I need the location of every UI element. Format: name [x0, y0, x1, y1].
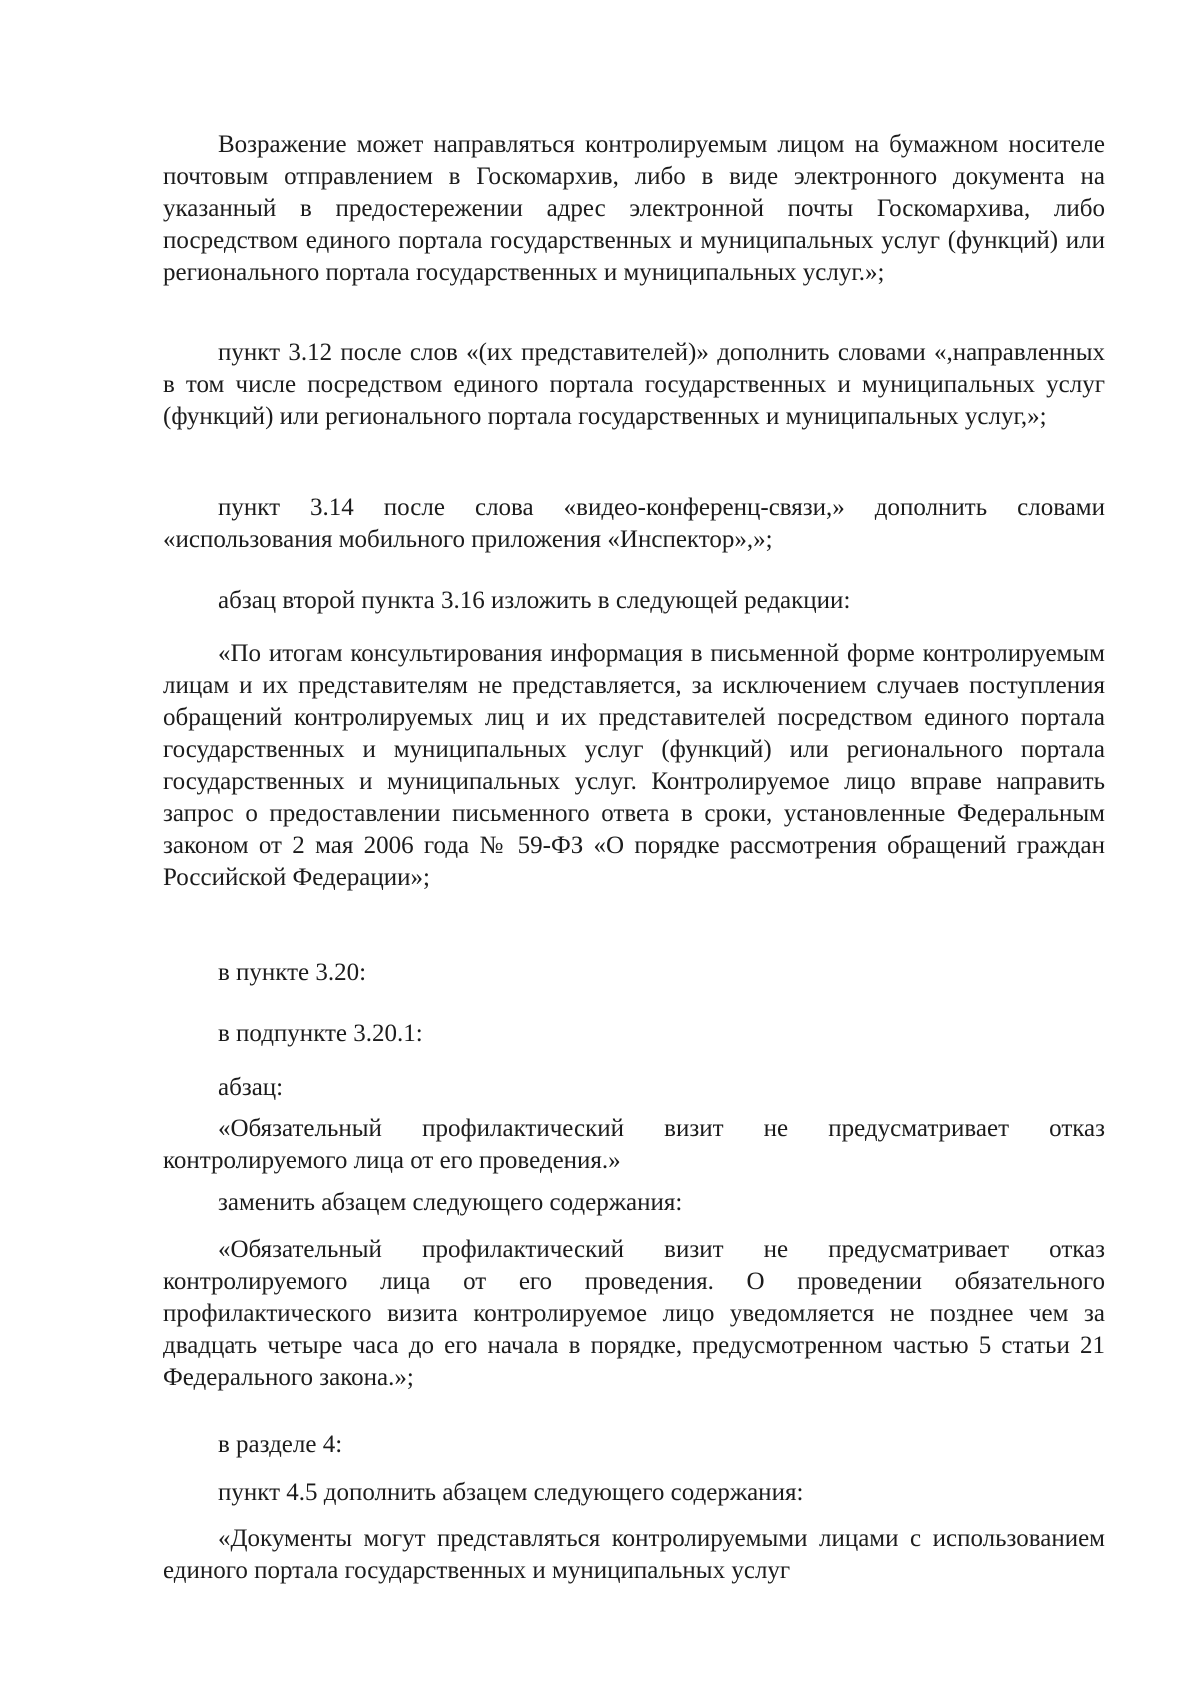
paragraph-consultation-text: «По итогам консультирования информация в письменной форме контролируемым лицам и их представителям не представляется, за исключением случаев поступления обращений контролируемых лиц и их представителей посредством единого портала государственных и муниципальных услуг (функций) или регионального портала государственных и муниципальных услуг. Контролируемое лицо вправе направить запрос о предоставлении письменного ответа в сроки, установленные Федеральным законом от 2 мая 2006 года № 59-ФЗ «О порядке рассмотрения обращений граждан Российской Федерации»; [163, 640, 1105, 891]
paragraph-section-4: в разделе 4: [218, 1431, 343, 1458]
paragraph-abzats: абзац: [218, 1074, 284, 1101]
paragraph-documents-text: «Документы могут представляться контролируемыми лицами с использованием единого портала государственных и муниципальных услуг [163, 1525, 1105, 1584]
paragraph-point-3-14: пункт 3.14 после слова «видео-конференц-связи,» дополнить словами «использования мобильного приложения «Инспектор»,»; [163, 494, 1105, 553]
paragraph-point-3-20: в пункте 3.20: [218, 959, 367, 986]
paragraph-point-3-16-intro: абзац второй пункта 3.16 изложить в следующей редакции: [218, 587, 851, 614]
paragraph-point-3-12: пункт 3.12 после слов «(их представителей)» дополнить словами «,направленных в том числе посредством единого портала государственных и муниципальных услуг (функций) или регионального портала государственных и муниципальных услуг,»; [163, 339, 1105, 430]
paragraph-objection-channels: Возражение может направляться контролируемым лицом на бумажном носителе почтовым отправлением в Госкомархив, либо в виде электронного документа на указанный в предостережении адрес электронной почты Госкомархива, либо посредством единого портала государственных и муниципальных услуг (функций) или регионального портала государственных и муниципальных услуг.»; [163, 131, 1105, 286]
paragraph-new-visit-text: «Обязательный профилактический визит не предусматривает отказ контролируемого лица от его проведения. О проведении обязательного профилактического визита контролируемое лицо уведомляется не позднее чем за двадцать четыре часа до его начала в порядке, предусмотренном частью 5 статьи 21 Федерального закона.»; [163, 1236, 1105, 1391]
paragraph-point-4-5: пункт 4.5 дополнить абзацем следующего содержания: [218, 1479, 804, 1506]
paragraph-subpoint-3-20-1: в подпункте 3.20.1: [218, 1020, 423, 1047]
paragraph-replace-intro: заменить абзацем следующего содержания: [218, 1189, 683, 1216]
paragraph-old-visit-text: «Обязательный профилактический визит не предусматривает отказ контролируемого лица от его проведения.» [163, 1115, 1105, 1174]
